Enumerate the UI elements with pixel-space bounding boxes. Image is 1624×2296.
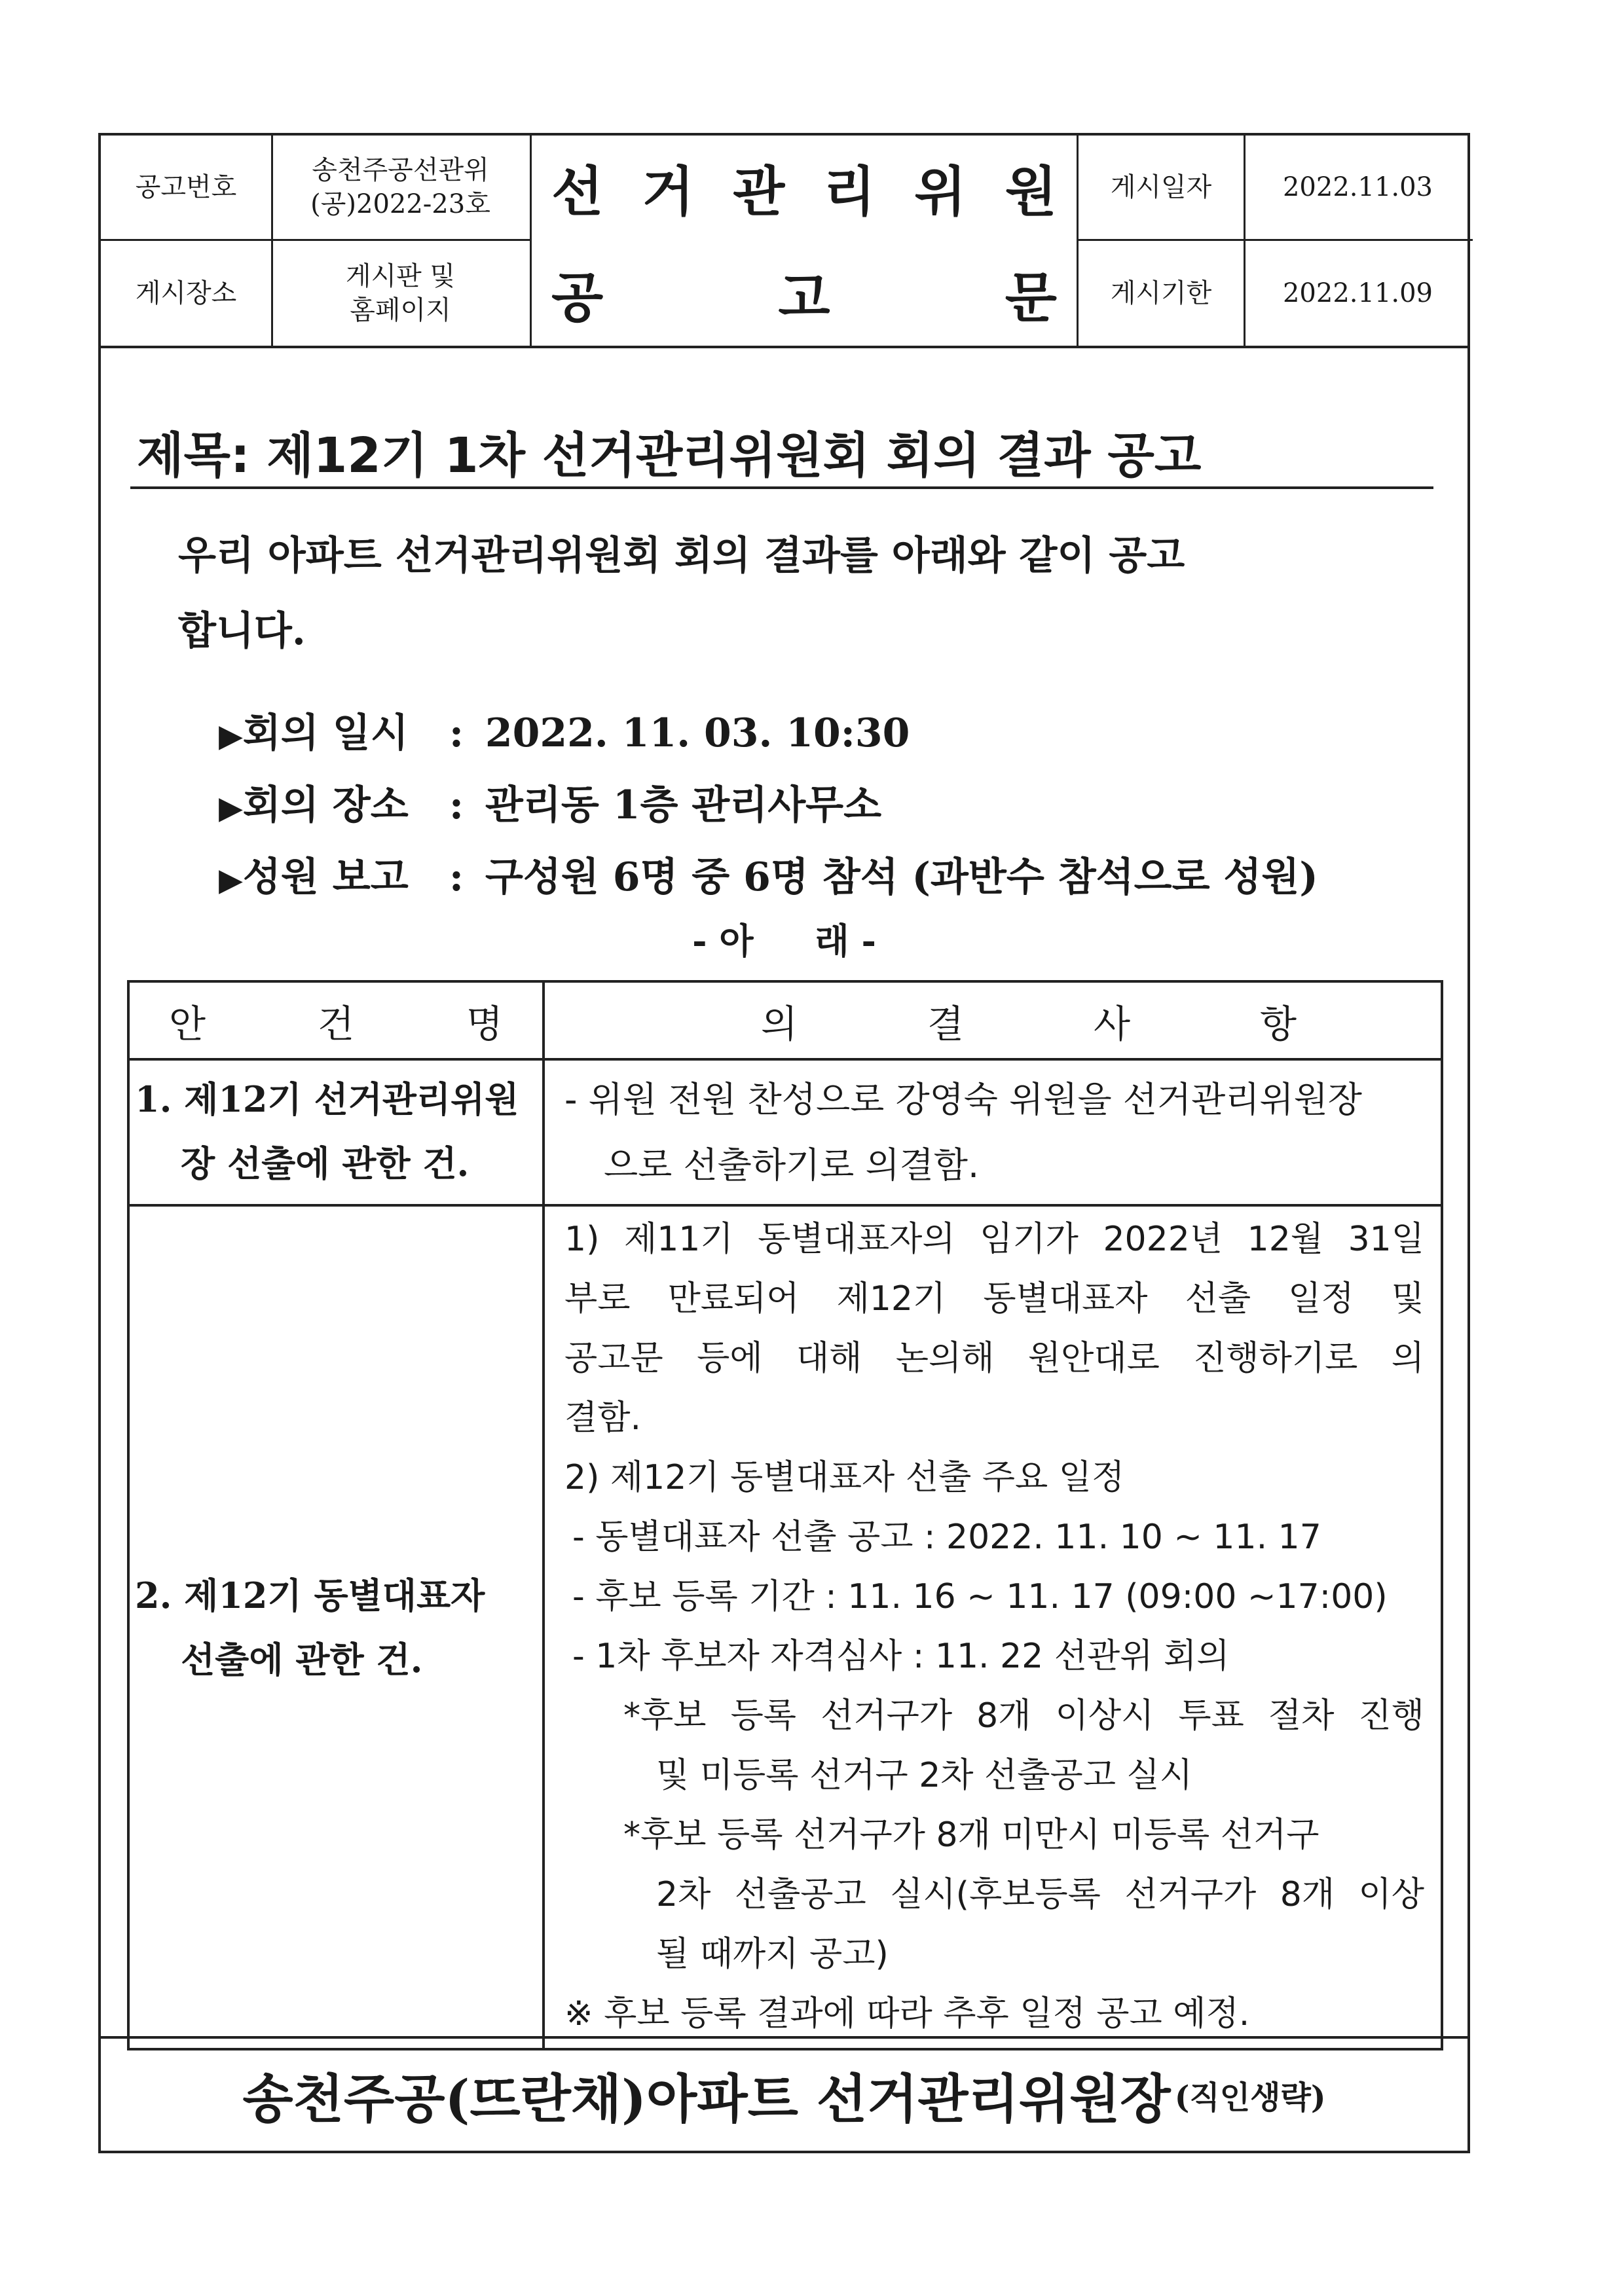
notice-number-line1: 송천주공선관위 <box>312 155 489 185</box>
agenda-item-1-line2: 장 선출에 관한 건. <box>181 1142 470 1184</box>
posting-place-label: 게시장소 <box>135 278 237 308</box>
agenda-item-2-line1: 2. 제12기 동별대표자 <box>135 1574 485 1616</box>
resolution-2-line: 2차 선출공고 실시(후보등록 선거구가 8개 이상 <box>656 1875 1424 1914</box>
intro-line2: 합니다. <box>178 608 306 654</box>
title-line1-char: 선 <box>551 160 604 223</box>
meeting-datetime: ▶회의 일시 : 2022. 11. 03. 10:30 <box>219 702 910 758</box>
triangle-bullet-icon: ▶ <box>219 718 243 754</box>
agenda-item-2 <box>130 1207 542 2048</box>
resolution-2-line: 및 미등록 선거구 2차 선출공고 실시 <box>656 1756 1192 1795</box>
resolution-2-line: 공고문 등에 대해 논의해 원안대로 진행하기로 의 <box>564 1339 1424 1378</box>
agenda-header-char: 건 <box>317 1001 355 1046</box>
resolution-2-line: 부로 만료되어 제12기 동별대표자 선출 일정 및 <box>564 1279 1424 1319</box>
notice-header-table <box>101 136 1467 348</box>
agenda-header-char: 안 <box>169 1001 206 1046</box>
resolution-2-line: 2) 제12기 동별대표자 선출 주요 일정 <box>564 1458 1125 1497</box>
notice-sheet <box>98 133 1470 2153</box>
column-header-resolution <box>545 983 1441 1058</box>
resolution-2-line: - 1차 후보자 자격심사 : 11. 22 선관위 회의 <box>572 1637 1230 1676</box>
resolution-2-line: ※ 후보 등록 결과에 따라 추후 일정 공고 예정. <box>564 1994 1250 2033</box>
title-line1-char: 관 <box>733 160 785 223</box>
info-label: 회의 일시 <box>242 710 409 756</box>
below-marker: - 아 래 - <box>692 920 876 962</box>
post-deadline-value: 2022.11.09 <box>1282 278 1433 308</box>
resolution-2-line: 1) 제11기 동별대표자의 임기가 2022년 12월 31일 <box>564 1220 1424 1259</box>
posting-place-line1: 게시판 및 <box>345 261 456 291</box>
post-deadline-label: 게시기한 <box>1110 278 1212 308</box>
agenda-item-2-line2: 선출에 관한 건. <box>181 1638 423 1681</box>
title-line1-char: 거 <box>642 160 694 223</box>
notice-number-label: 공고번호 <box>135 172 237 202</box>
resolution-header-char: 사 <box>1093 1001 1130 1046</box>
resolution-2-line: *후보 등록 선거구가 8개 미만시 미등록 선거구 <box>623 1815 1320 1855</box>
info-value: 2022. 11. 03. 10:30 <box>485 710 910 756</box>
issuer-signature <box>101 2036 1467 2151</box>
resolution-2-line: 될 때까지 공고) <box>656 1935 889 1974</box>
notice-number-line2: (공)2022-23호 <box>310 189 490 219</box>
resolution-table <box>127 980 1443 2050</box>
info-label: 성원 보고 <box>242 854 409 900</box>
info-value: 구성원 6명 중 6명 참석 (과반수 참석으로 성원) <box>485 854 1318 900</box>
title-line2-char: 문 <box>1005 266 1057 329</box>
document-title-line1 <box>532 136 1077 239</box>
intro-paragraph <box>178 519 1455 669</box>
info-value: 관리동 1층 관리사무소 <box>485 782 882 828</box>
resolution-1-line1: - 위원 전원 찬성으로 강영숙 위원을 선거관리위원장 <box>564 1079 1362 1120</box>
triangle-bullet-icon: ▶ <box>219 790 243 826</box>
posting-place-value <box>271 241 530 346</box>
agenda-header-char: 명 <box>466 1001 503 1046</box>
posting-place-line2: 홈페이지 <box>350 295 451 325</box>
seal-omitted-note: (직인생략) <box>1174 2079 1326 2116</box>
quorum-report: ▶성원 보고 : 구성원 6명 중 6명 참석 (과반수 참석으로 성원) <box>219 846 1318 902</box>
post-date-label: 게시일자 <box>1110 172 1212 202</box>
issuer-name: 송천주공(뜨란채)아파트 선거관리위원장 <box>242 2068 1171 2130</box>
subject-heading: 제목: 제12기 1차 선거관리위원회 회의 결과 공고 <box>130 417 1433 489</box>
info-label: 회의 장소 <box>242 782 409 828</box>
triangle-bullet-icon: ▶ <box>219 862 243 898</box>
resolution-2-line: *후보 등록 선거구가 8개 이상시 투표 절차 진행 <box>623 1696 1424 1736</box>
agenda-item-1-line1: 1. 제12기 선거관리위원 <box>135 1078 519 1120</box>
title-line1-char: 리 <box>823 160 876 223</box>
resolution-1-line2: 으로 선출하기로 의결함. <box>604 1144 980 1186</box>
column-header-agenda <box>130 983 542 1058</box>
notice-number-value <box>271 136 530 239</box>
resolution-header-char: 의 <box>761 1001 798 1046</box>
resolution-header-char: 결 <box>927 1001 965 1046</box>
resolution-2-line: 결함. <box>564 1398 641 1438</box>
resolution-1 <box>545 1061 1441 1204</box>
meeting-place: ▶회의 장소 : 관리동 1층 관리사무소 <box>219 774 881 830</box>
title-line1-char: 위 <box>914 160 967 223</box>
intro-line1: 우리 아파트 선거관리위원회 회의 결과를 아래와 같이 공고 <box>178 533 1185 579</box>
title-line1-char: 원 <box>1005 160 1057 223</box>
title-line2-char: 고 <box>778 266 830 329</box>
document-title-line2 <box>532 241 1077 346</box>
agenda-item-1 <box>130 1061 542 1204</box>
post-date-value: 2022.11.03 <box>1282 172 1433 202</box>
resolution-2 <box>545 1207 1441 2048</box>
resolution-header-char: 항 <box>1259 1001 1297 1046</box>
title-line2-char: 공 <box>551 266 604 329</box>
resolution-2-line: - 동별대표자 선출 공고 : 2022. 11. 10 ~ 11. 17 <box>572 1518 1321 1557</box>
resolution-2-line: - 후보 등록 기간 : 11. 16 ~ 11. 17 (09:00 ~17:00) <box>572 1577 1388 1616</box>
